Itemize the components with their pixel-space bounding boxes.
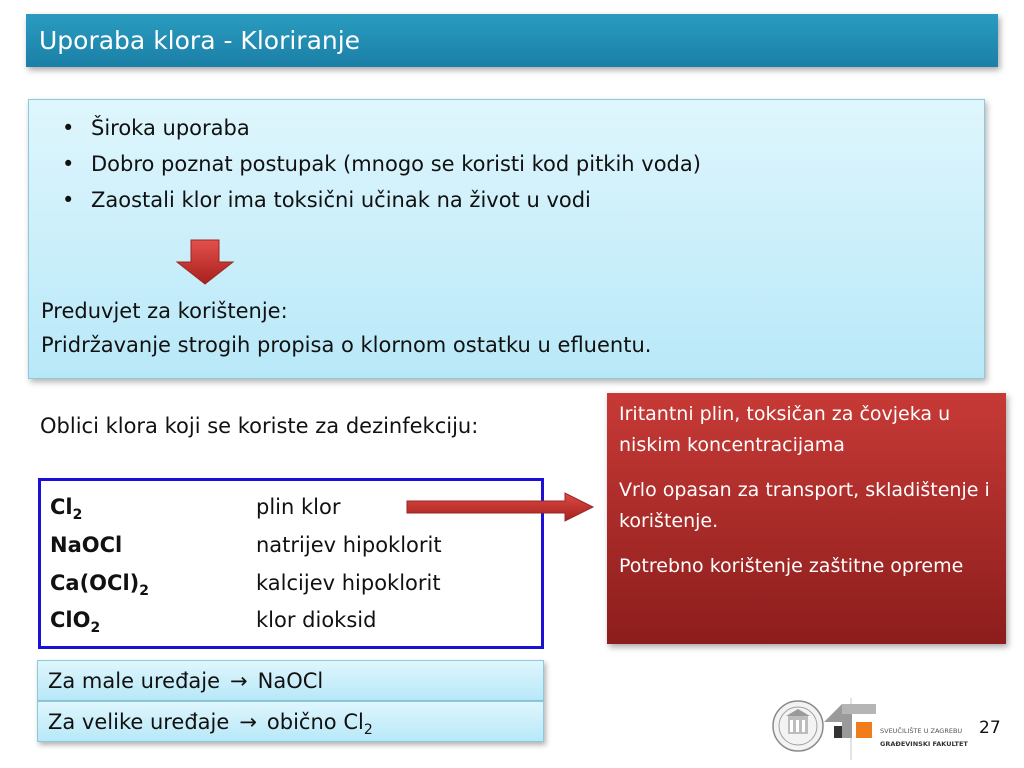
warning-text: Vrlo opasan za transport, skladištenje i korištenje. (619, 479, 990, 532)
slide-title: Uporaba klora - Kloriranje (26, 14, 998, 67)
large-devices-note: Za velike uređaje → obično $Cl_2$ (37, 701, 544, 742)
chlorine-form-row (50, 526, 530, 564)
chlorine-gas-warning (607, 393, 1006, 644)
faculty-name: GRAĐEVINSKI FAKULTET (880, 740, 968, 748)
bullet-item: • Široka uporaba (29, 110, 701, 146)
university-seal-icon (773, 701, 823, 751)
down-arrow-icon (175, 238, 235, 286)
bullet-item: • Zaostali klor ima toksični učinak na život u vodi (29, 182, 701, 218)
bullet-item: • Dobro poznat postupak (mnogo se koristi kod pitkih voda) (29, 146, 701, 182)
chlorine-form-row (50, 601, 530, 639)
precondition-detail: Pridržavanje strogih propisa o klornom ostatku u efluentu. (41, 333, 652, 357)
chemical-formula: NaOCl (50, 533, 123, 557)
warning-text: Iritantni plin, toksičan za čovjeka u niskim koncentracijama (619, 403, 951, 456)
summary-box (28, 99, 985, 379)
right-arrow-symbol: → (239, 710, 257, 734)
precondition-heading: Preduvjet za korištenje: (41, 299, 288, 323)
chemical-name: klor dioksid (256, 608, 377, 632)
university-name: SVEUČILIŠTE U ZAGREBU (880, 727, 963, 735)
chemical-name: plin klor (256, 495, 341, 519)
right-arrow-symbol: → (230, 669, 248, 693)
chemical-formula: ClO$_2$ (50, 608, 101, 637)
bullet-list (29, 110, 701, 218)
chemical-name: kalcijev hipoklorit (256, 571, 441, 595)
small-devices-label: Za male uređaje (48, 669, 221, 693)
small-devices-value: NaOCl (257, 669, 324, 693)
page-number: 27 (979, 718, 1001, 738)
chemical-name: natrijev hipoklorit (256, 533, 442, 557)
chemical-formula: $Ca(OCl)_2$ (50, 571, 149, 600)
precondition-text (41, 294, 651, 362)
large-devices-value: obično Cl (266, 710, 364, 734)
right-arrow-icon (405, 492, 595, 522)
warning-text: Potrebno korištenje zaštitne opreme (619, 555, 964, 577)
chlorine-form-row (50, 564, 530, 602)
large-devices-label: Za velike uređaje (48, 710, 230, 734)
faculty-logo-icon (824, 704, 876, 738)
university-logos (772, 696, 972, 760)
chemical-formula: $Cl_2$ (50, 495, 83, 524)
chlorine-forms-label: Oblici klora koji se koriste za dezinfekciju: (40, 414, 479, 438)
small-devices-note (37, 660, 544, 701)
